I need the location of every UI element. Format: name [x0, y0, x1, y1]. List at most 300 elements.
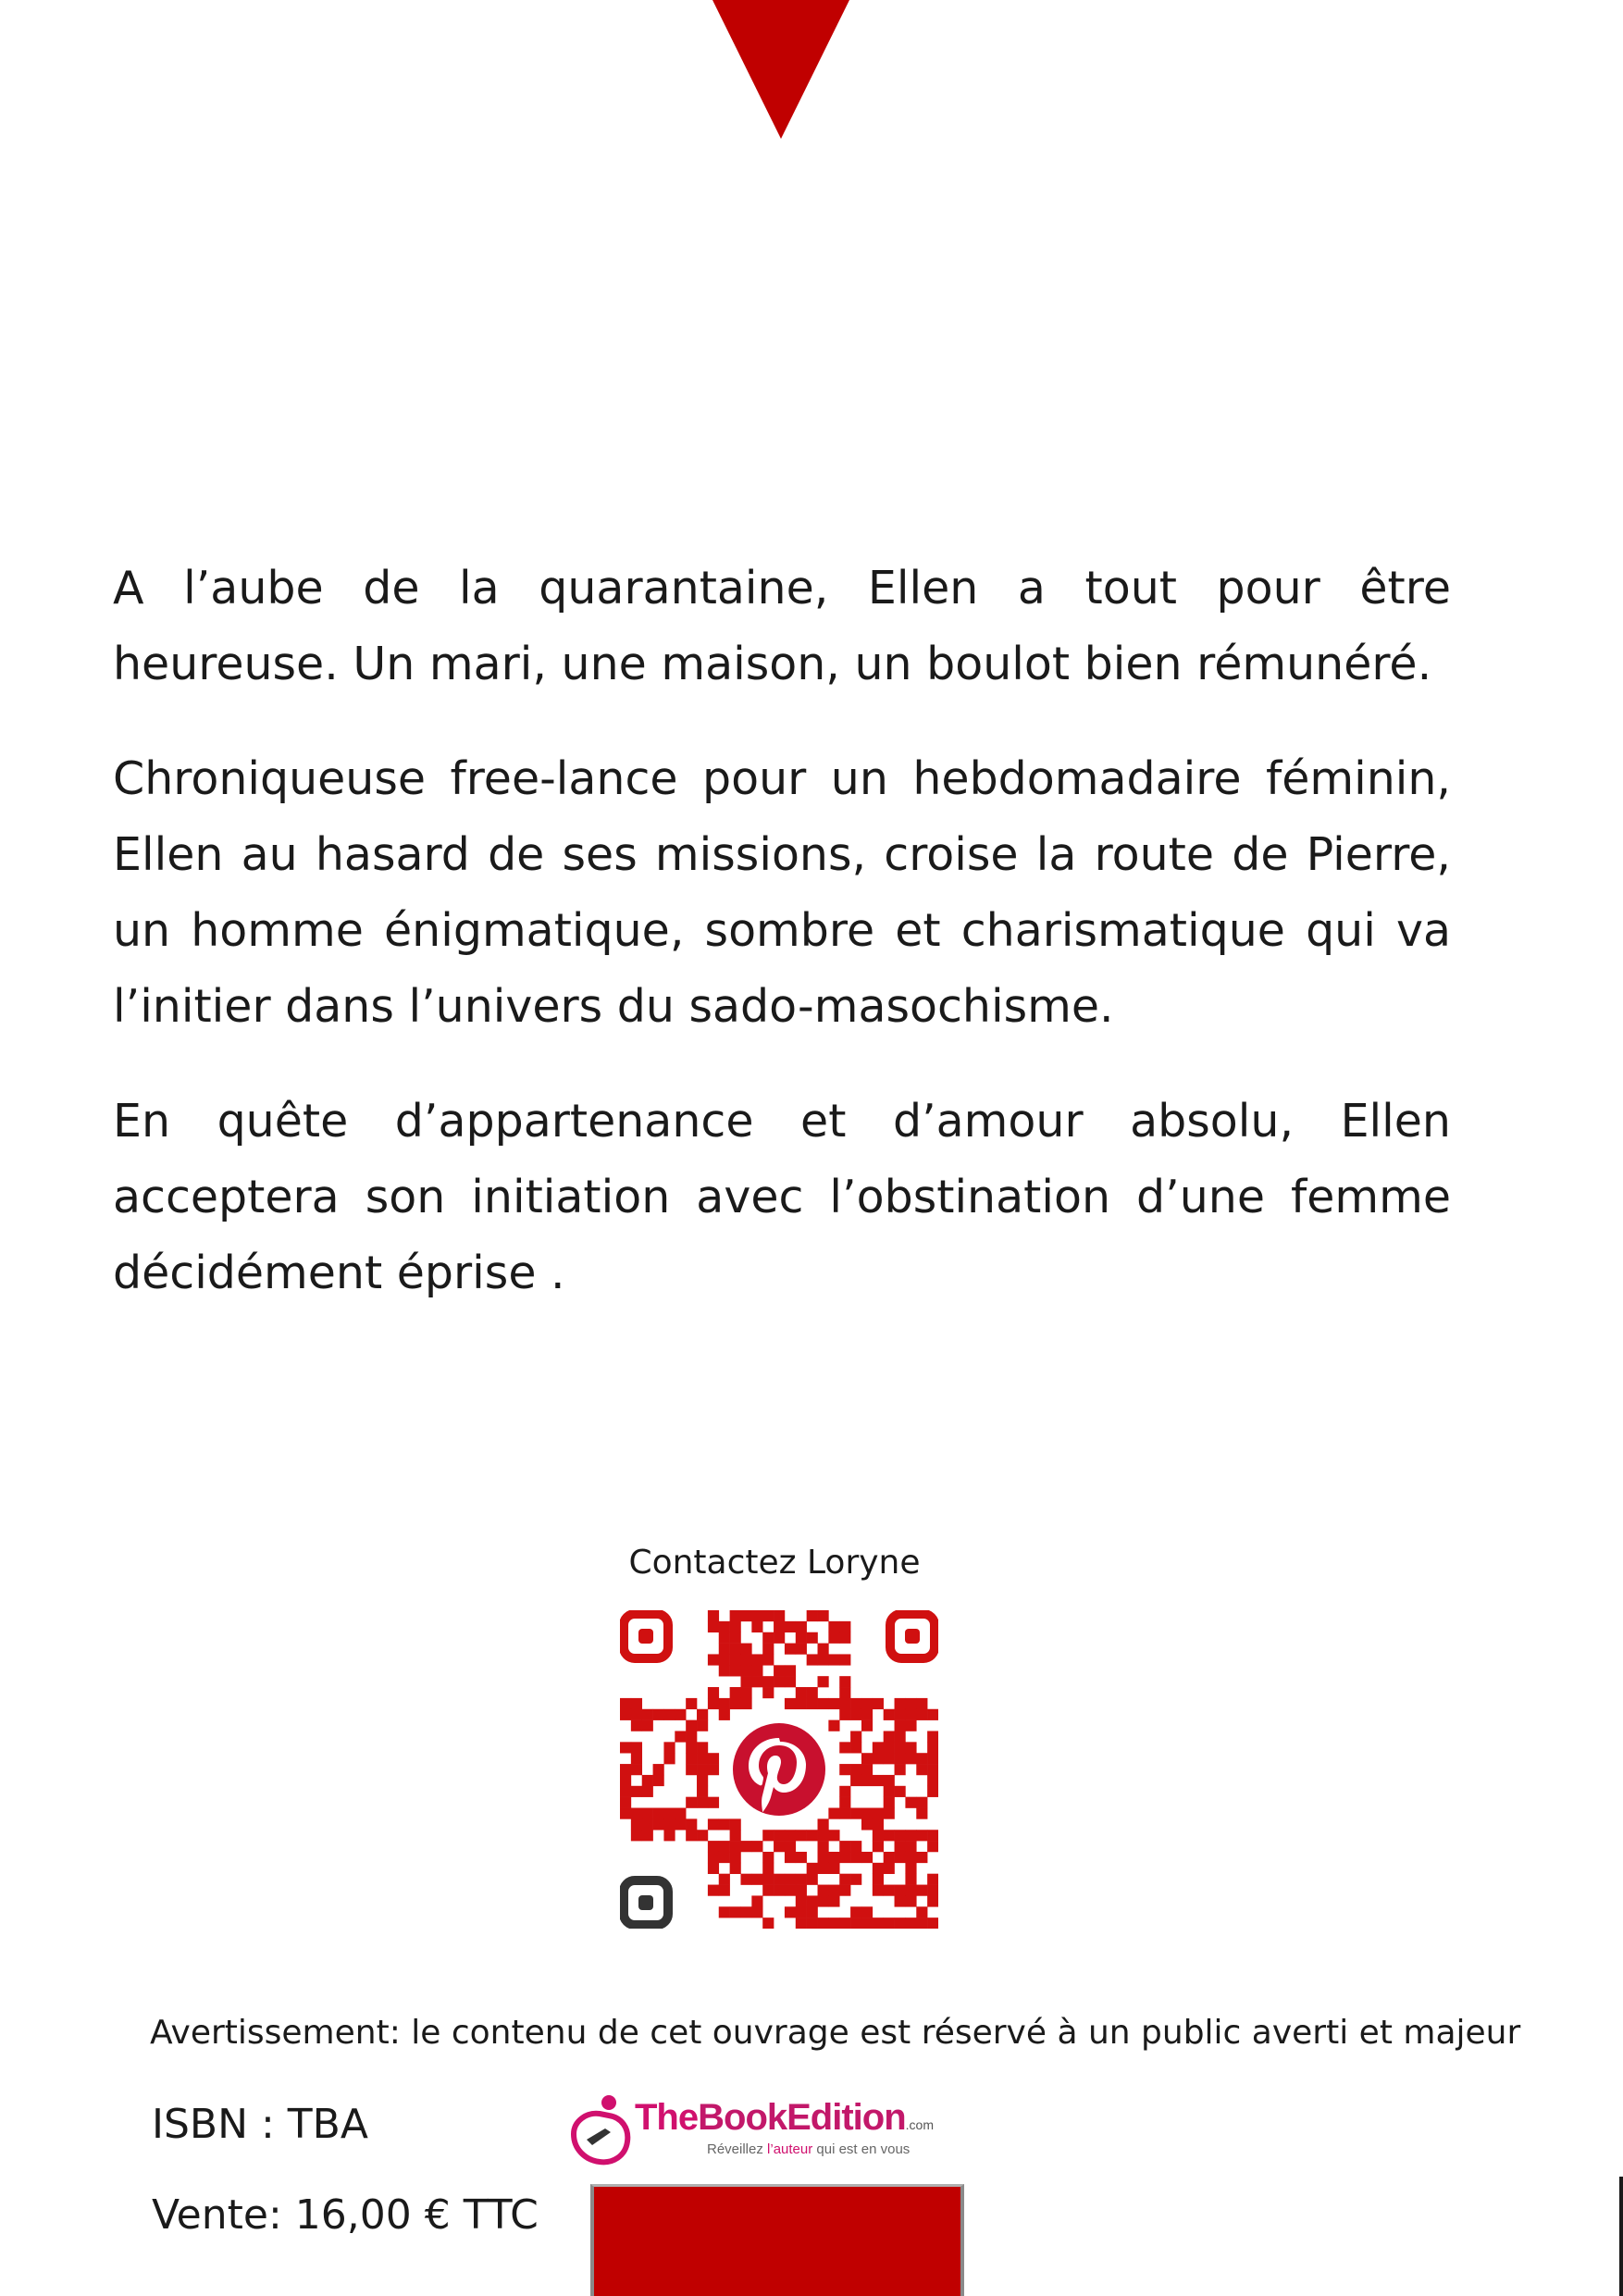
qr-module — [740, 1841, 751, 1852]
qr-module — [796, 1852, 807, 1863]
qr-module — [663, 1818, 675, 1830]
qr-module — [785, 1874, 796, 1885]
qr-module — [653, 1709, 664, 1720]
qr-module — [785, 1621, 796, 1632]
qr-module — [730, 1841, 741, 1852]
qr-module — [818, 1654, 829, 1665]
qr-module — [807, 1830, 818, 1841]
qr-module — [861, 1906, 873, 1917]
qr-module — [631, 1830, 642, 1841]
qr-module — [719, 1885, 730, 1896]
qr-module — [850, 1906, 861, 1917]
qr-module — [762, 1874, 774, 1885]
qr-module — [861, 1709, 873, 1720]
qr-module — [807, 1632, 818, 1644]
qr-module — [839, 1852, 850, 1863]
writer-figure-icon — [566, 2093, 637, 2166]
qr-module — [916, 1852, 927, 1863]
qr-module — [839, 1742, 850, 1753]
qr-module — [861, 1808, 873, 1819]
qr-module — [708, 1687, 719, 1698]
qr-module — [719, 1644, 730, 1655]
qr-module — [905, 1709, 916, 1720]
qr-module — [839, 1621, 850, 1632]
qr-module — [916, 1885, 927, 1896]
qr-module — [796, 1698, 807, 1709]
qr-module — [774, 1676, 785, 1687]
publisher-tagline: Réveillez l’auteur qui est en vous — [707, 2141, 911, 2157]
qr-module — [839, 1917, 850, 1929]
qr-module — [828, 1720, 839, 1731]
qr-module — [785, 1665, 796, 1676]
qr-module — [642, 1830, 653, 1841]
qr-module — [774, 1830, 785, 1841]
qr-module — [642, 1808, 653, 1819]
qr-module — [762, 1885, 774, 1896]
qr-module — [807, 1610, 818, 1621]
qr-module — [828, 1917, 839, 1929]
qr-module — [708, 1753, 719, 1764]
qr-module — [873, 1917, 884, 1929]
qr-module — [751, 1621, 762, 1632]
qr-module — [708, 1797, 719, 1808]
qr-module — [631, 1720, 642, 1731]
qr-module — [708, 1654, 719, 1665]
qr-module — [884, 1797, 895, 1808]
qr-module — [620, 1797, 631, 1808]
qr-module — [861, 1753, 873, 1764]
qr-module — [774, 1874, 785, 1885]
qr-module — [927, 1841, 938, 1852]
qr-module — [751, 1665, 762, 1676]
qr-module — [839, 1874, 850, 1885]
qr-module — [828, 1632, 839, 1644]
qr-module — [828, 1863, 839, 1874]
qr-module — [719, 1698, 730, 1709]
qr-module — [927, 1830, 938, 1841]
qr-module — [740, 1698, 751, 1709]
qr-module — [796, 1906, 807, 1917]
qr-module — [905, 1895, 916, 1906]
qr-module — [642, 1818, 653, 1830]
qr-module — [697, 1786, 708, 1797]
qr-module — [719, 1654, 730, 1665]
qr-module — [697, 1720, 708, 1731]
qr-module — [895, 1885, 906, 1896]
qr-module — [905, 1917, 916, 1929]
qr-finder-top-left — [624, 1614, 668, 1658]
qr-module — [675, 1709, 686, 1720]
qr-module — [818, 1676, 829, 1687]
qr-module — [708, 1852, 719, 1863]
qr-module — [686, 1731, 697, 1742]
qr-module — [861, 1764, 873, 1775]
qr-module — [818, 1885, 829, 1896]
qr-module — [762, 1644, 774, 1655]
qr-module — [850, 1917, 861, 1929]
qr-module — [927, 1775, 938, 1786]
qr-module — [861, 1698, 873, 1709]
qr-module — [697, 1775, 708, 1786]
qr-module — [927, 1753, 938, 1764]
qr-module — [839, 1687, 850, 1698]
qr-module — [686, 1698, 697, 1709]
qr-module — [762, 1863, 774, 1874]
qr-module — [686, 1764, 697, 1775]
qr-module — [905, 1720, 916, 1731]
qr-module — [850, 1764, 861, 1775]
qr-module — [895, 1830, 906, 1841]
qr-module — [762, 1654, 774, 1665]
publisher-logo[interactable] — [566, 2093, 973, 2167]
qr-module — [740, 1610, 751, 1621]
qr-module — [916, 1764, 927, 1775]
qr-module — [730, 1610, 741, 1621]
qr-module — [828, 1852, 839, 1863]
qr-module — [905, 1874, 916, 1885]
qr-module — [620, 1698, 631, 1709]
qr-module — [916, 1830, 927, 1841]
qr-module — [861, 1852, 873, 1863]
qr-module — [884, 1709, 895, 1720]
publisher-wordmark: TheBookEdition.com — [635, 2097, 934, 2138]
qr-module — [631, 1764, 642, 1775]
qr-module — [675, 1818, 686, 1830]
qr-module — [796, 1885, 807, 1896]
qr-module — [675, 1731, 686, 1742]
qr-module — [796, 1874, 807, 1885]
qr-finder-bottom-left — [624, 1880, 668, 1925]
qr-module — [839, 1841, 850, 1852]
qr-code[interactable] — [620, 1610, 938, 1929]
qr-module — [697, 1797, 708, 1808]
qr-module — [730, 1906, 741, 1917]
qr-module — [927, 1874, 938, 1885]
qr-module — [807, 1917, 818, 1929]
qr-module — [631, 1698, 642, 1709]
qr-module — [839, 1808, 850, 1819]
qr-module — [895, 1753, 906, 1764]
qr-module — [642, 1786, 653, 1797]
qr-module — [884, 1863, 895, 1874]
qr-module — [708, 1841, 719, 1852]
qr-module — [751, 1676, 762, 1687]
qr-module — [895, 1698, 906, 1709]
qr-module — [762, 1687, 774, 1698]
qr-module — [740, 1665, 751, 1676]
qr-module — [774, 1632, 785, 1644]
qr-module — [774, 1841, 785, 1852]
pinterest-icon — [733, 1723, 825, 1816]
qr-module — [785, 1676, 796, 1687]
qr-module — [785, 1852, 796, 1863]
page-edge-line — [1619, 2177, 1623, 2296]
qr-module — [807, 1698, 818, 1709]
qr-module — [807, 1874, 818, 1885]
qr-module — [916, 1797, 927, 1808]
qr-module — [663, 1808, 675, 1819]
qr-module — [730, 1818, 741, 1830]
qr-module — [839, 1676, 850, 1687]
contact-label: Contactez Loryne — [628, 1544, 921, 1582]
qr-module — [807, 1654, 818, 1665]
qr-module — [927, 1917, 938, 1929]
qr-module — [839, 1797, 850, 1808]
qr-module — [719, 1665, 730, 1676]
qr-module — [884, 1786, 895, 1797]
blurb-paragraph: Chroniqueuse free-lance pour un hebdomadaire féminin, Ellen au hasard de ses missions, croise la route de Pierre, un homme énigmatique, sombre et charismatique qui va l’initier dans l’univers du sado-masochisme. — [113, 752, 1451, 1033]
qr-module — [631, 1808, 642, 1819]
qr-module — [730, 1830, 741, 1841]
qr-module — [730, 1863, 741, 1874]
qr-module — [916, 1906, 927, 1917]
qr-module — [884, 1852, 895, 1863]
qr-module — [884, 1731, 895, 1742]
qr-module — [927, 1895, 938, 1906]
qr-module — [828, 1621, 839, 1632]
qr-module — [785, 1906, 796, 1917]
qr-module — [850, 1874, 861, 1885]
qr-module — [719, 1852, 730, 1863]
qr-module — [653, 1808, 664, 1819]
qr-module — [740, 1874, 751, 1885]
qr-module — [719, 1906, 730, 1917]
qr-module — [620, 1709, 631, 1720]
qr-module — [642, 1720, 653, 1731]
qr-module — [697, 1764, 708, 1775]
qr-module — [873, 1775, 884, 1786]
qr-module — [850, 1731, 861, 1742]
qr-module — [818, 1610, 829, 1621]
qr-module — [828, 1808, 839, 1819]
qr-module — [762, 1676, 774, 1687]
qr-module — [631, 1742, 642, 1753]
qr-module — [620, 1808, 631, 1819]
qr-module — [740, 1687, 751, 1698]
qr-module — [785, 1698, 796, 1709]
qr-module — [839, 1632, 850, 1644]
qr-module — [719, 1621, 730, 1632]
price-line: Vente: 16,00 € TTC — [152, 2191, 539, 2239]
qr-module — [818, 1863, 829, 1874]
qr-module — [873, 1698, 884, 1709]
qr-module — [785, 1885, 796, 1896]
qr-module — [663, 1709, 675, 1720]
qr-module — [730, 1632, 741, 1644]
qr-module — [850, 1775, 861, 1786]
qr-module — [850, 1709, 861, 1720]
qr-module — [642, 1709, 653, 1720]
qr-module — [774, 1610, 785, 1621]
qr-module — [785, 1830, 796, 1841]
qr-module — [740, 1644, 751, 1655]
qr-module — [719, 1874, 730, 1885]
qr-module — [620, 1786, 631, 1797]
qr-module — [818, 1698, 829, 1709]
qr-module — [873, 1874, 884, 1885]
qr-module — [861, 1720, 873, 1731]
qr-module — [730, 1687, 741, 1698]
qr-module — [751, 1654, 762, 1665]
qr-module — [663, 1753, 675, 1764]
qr-module — [927, 1764, 938, 1775]
barcode-placeholder — [590, 2184, 964, 2296]
qr-module — [708, 1764, 719, 1775]
qr-module — [708, 1698, 719, 1709]
qr-module — [686, 1742, 697, 1753]
qr-module — [697, 1753, 708, 1764]
qr-module — [751, 1874, 762, 1885]
qr-module — [873, 1742, 884, 1753]
qr-module — [884, 1830, 895, 1841]
qr-module — [807, 1687, 818, 1698]
qr-module — [905, 1698, 916, 1709]
qr-module — [675, 1808, 686, 1819]
qr-module — [905, 1742, 916, 1753]
qr-module — [927, 1786, 938, 1797]
qr-module — [751, 1610, 762, 1621]
qr-module — [762, 1917, 774, 1929]
qr-module — [740, 1654, 751, 1665]
qr-module — [774, 1621, 785, 1632]
qr-module — [762, 1830, 774, 1841]
qr-module — [927, 1885, 938, 1896]
qr-module — [839, 1698, 850, 1709]
qr-module — [818, 1852, 829, 1863]
qr-module — [905, 1841, 916, 1852]
qr-module — [796, 1621, 807, 1632]
qr-module — [850, 1841, 861, 1852]
qr-module — [796, 1687, 807, 1698]
qr-module — [828, 1895, 839, 1906]
qr-module — [895, 1786, 906, 1797]
qr-module — [927, 1731, 938, 1742]
qr-module — [663, 1742, 675, 1753]
qr-module — [850, 1698, 861, 1709]
qr-module — [708, 1863, 719, 1874]
qr-module — [818, 1830, 829, 1841]
qr-module — [916, 1808, 927, 1819]
qr-module — [653, 1764, 664, 1775]
qr-module — [708, 1621, 719, 1632]
qr-module — [719, 1841, 730, 1852]
qr-module — [631, 1753, 642, 1764]
qr-module — [828, 1698, 839, 1709]
qr-module — [708, 1885, 719, 1896]
qr-module — [916, 1698, 927, 1709]
qr-module — [740, 1906, 751, 1917]
qr-module — [796, 1917, 807, 1929]
qr-module — [895, 1917, 906, 1929]
qr-module — [850, 1852, 861, 1863]
qr-module — [730, 1698, 741, 1709]
qr-module — [895, 1742, 906, 1753]
qr-module — [785, 1841, 796, 1852]
qr-module — [620, 1764, 631, 1775]
qr-module — [839, 1885, 850, 1896]
qr-module — [828, 1885, 839, 1896]
blurb-paragraph: En quête d’appartenance et d’amour absolu, Ellen acceptera son initiation avec l’obstination d’une femme décidément éprise . — [113, 1095, 1451, 1299]
qr-module — [884, 1742, 895, 1753]
qr-module — [751, 1841, 762, 1852]
qr-module — [873, 1841, 884, 1852]
qr-module — [895, 1709, 906, 1720]
qr-module — [653, 1818, 664, 1830]
qr-module — [850, 1742, 861, 1753]
qr-module — [905, 1753, 916, 1764]
qr-module — [927, 1709, 938, 1720]
qr-module — [839, 1764, 850, 1775]
qr-module — [730, 1621, 741, 1632]
qr-module — [884, 1808, 895, 1819]
qr-module — [697, 1709, 708, 1720]
qr-module — [762, 1632, 774, 1644]
qr-module — [839, 1654, 850, 1665]
qr-module — [642, 1775, 653, 1786]
qr-module — [751, 1895, 762, 1906]
qr-module — [861, 1917, 873, 1929]
qr-module — [740, 1676, 751, 1687]
qr-module — [861, 1818, 873, 1830]
qr-module — [762, 1610, 774, 1621]
qr-module — [708, 1818, 719, 1830]
qr-module — [796, 1632, 807, 1644]
qr-module — [796, 1895, 807, 1906]
qr-module — [828, 1654, 839, 1665]
qr-module — [807, 1906, 818, 1917]
qr-module — [620, 1742, 631, 1753]
qr-module — [895, 1895, 906, 1906]
qr-module — [631, 1709, 642, 1720]
qr-module — [730, 1654, 741, 1665]
qr-module — [751, 1906, 762, 1917]
qr-module — [719, 1709, 730, 1720]
qr-module — [895, 1841, 906, 1852]
qr-module — [697, 1742, 708, 1753]
qr-module — [916, 1753, 927, 1764]
qr-module — [663, 1830, 675, 1841]
qr-module — [774, 1885, 785, 1896]
qr-module — [785, 1644, 796, 1655]
age-warning: Avertissement: le contenu de cet ouvrage est réservé à un public averti et majeur — [150, 2014, 1521, 2052]
decorative-red-triangle — [712, 0, 849, 139]
qr-module — [686, 1818, 697, 1830]
qr-module — [762, 1852, 774, 1863]
qr-module — [895, 1764, 906, 1775]
qr-module — [686, 1753, 697, 1764]
qr-module — [895, 1720, 906, 1731]
qr-module — [818, 1841, 829, 1852]
qr-module — [873, 1818, 884, 1830]
qr-module — [708, 1610, 719, 1621]
qr-module — [807, 1863, 818, 1874]
qr-module — [686, 1830, 697, 1841]
qr-module — [719, 1818, 730, 1830]
qr-module — [873, 1808, 884, 1819]
qr-module — [686, 1720, 697, 1731]
blurb-paragraph: A l’aube de la quarantaine, Ellen a tout pour être heureuse. Un mari, une maison, un boulot bien rémunéré. — [113, 562, 1451, 690]
qr-module — [884, 1917, 895, 1929]
qr-module — [905, 1797, 916, 1808]
qr-module — [916, 1709, 927, 1720]
qr-module — [796, 1830, 807, 1841]
qr-module — [873, 1885, 884, 1896]
qr-module — [796, 1644, 807, 1655]
qr-module — [905, 1863, 916, 1874]
qr-module — [730, 1852, 741, 1863]
qr-module — [905, 1885, 916, 1896]
qr-module — [818, 1644, 829, 1655]
